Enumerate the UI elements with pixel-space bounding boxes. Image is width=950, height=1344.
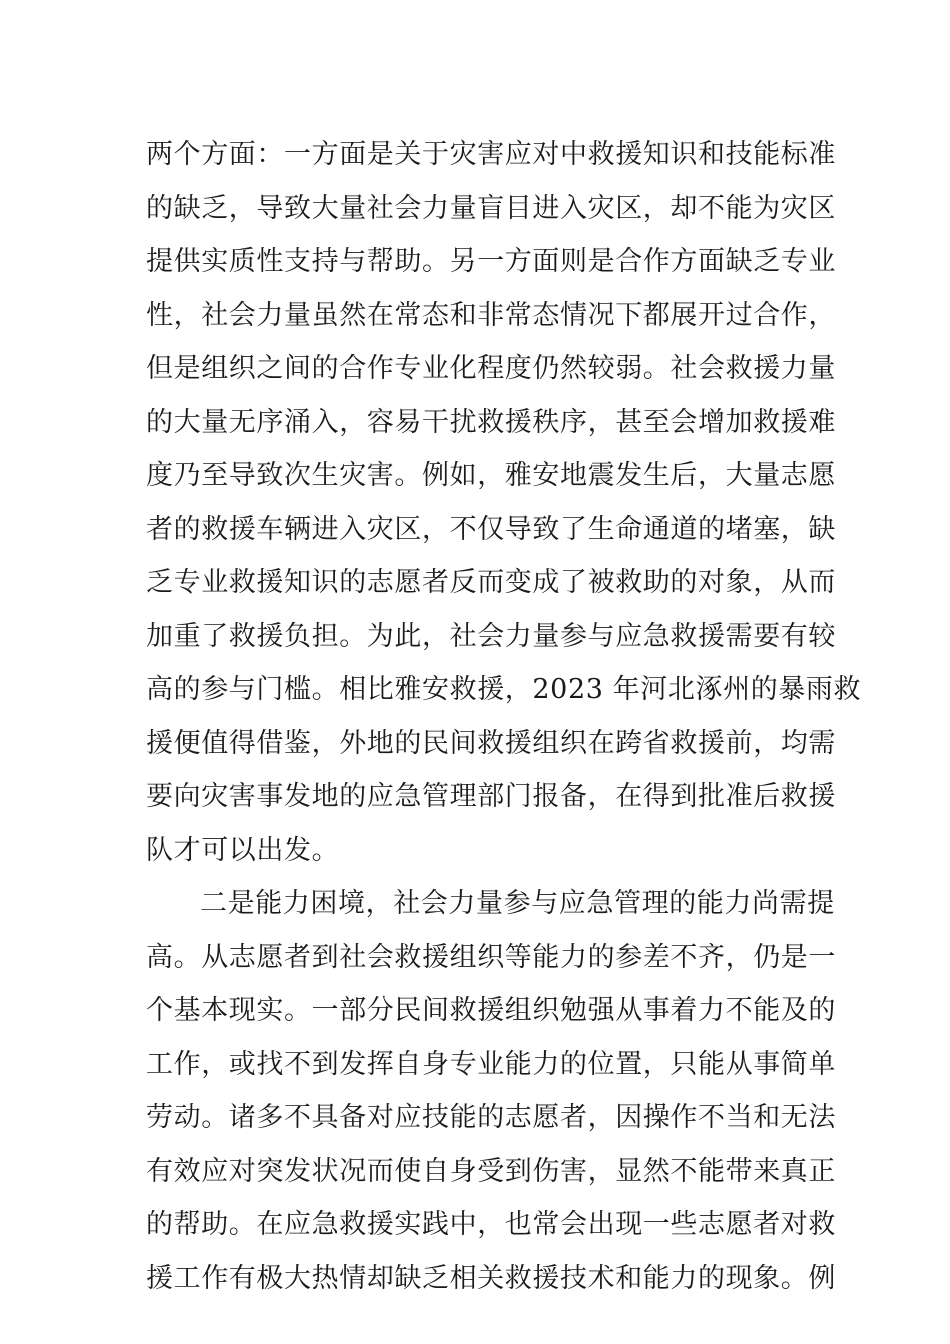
text-line: 的大量无序涌入，容易干扰救援秩序，甚至会增加救援难 bbox=[146, 406, 836, 438]
paragraph-1 bbox=[146, 128, 862, 877]
text-line: 加重了救援负担。为此，社会力量参与应急救援需要有较 bbox=[146, 620, 836, 652]
paragraph-2 bbox=[146, 877, 836, 1305]
text-line: 高的参与门槛。相比雅安救援，2023 年河北涿州的暴雨救 bbox=[146, 674, 862, 705]
text-line: 两个方面：一方面是关于灾害应对中救援知识和技能标准 bbox=[146, 139, 836, 170]
text-line: 提供实质性支持与帮助。另一方面则是合作方面缺乏专业 bbox=[146, 246, 836, 277]
text-line: 但是组织之间的合作专业化程度仍然较弱。社会救援力量 bbox=[146, 353, 836, 384]
text-line: 乏专业救援知识的志愿者反而变成了被救助的对象，从而 bbox=[146, 567, 836, 598]
text-line: 工作，或找不到发挥自身专业能力的位置，只能从事简单 bbox=[146, 1048, 836, 1080]
text-line: 有效应对突发状况而使自身受到伤害，显然不能带来真正 bbox=[146, 1155, 836, 1187]
text-line: 个基本现实。一部分民间救援组织勉强从事着力不能及的 bbox=[146, 995, 836, 1026]
text-line: 劳动。诸多不具备对应技能的志愿者，因操作不当和无法 bbox=[146, 1102, 836, 1133]
text-line: 二是能力困境，社会力量参与应急管理的能力尚需提 bbox=[200, 888, 835, 919]
text-line: 者的救援车辆进入灾区，不仅导致了生命通道的堵塞，缺 bbox=[146, 513, 836, 545]
text-line: 性，社会力量虽然在常态和非常态情况下都展开过合作， bbox=[146, 299, 836, 331]
text-line: 高。从志愿者到社会救援组织等能力的参差不齐，仍是一 bbox=[146, 941, 836, 973]
text-line: 队才可以出发。 bbox=[146, 834, 340, 866]
text-line: 的帮助。在应急救援实践中，也常会出现一些志愿者对救 bbox=[146, 1209, 836, 1240]
text-line: 要向灾害事发地的应急管理部门报备，在得到批准后救援 bbox=[146, 781, 836, 812]
text-line: 度乃至导致次生灾害。例如，雅安地震发生后，大量志愿 bbox=[146, 460, 836, 491]
text-line: 的缺乏，导致大量社会力量盲目进入灾区，却不能为灾区 bbox=[146, 192, 836, 224]
document-body bbox=[146, 128, 862, 1305]
text-line: 援便值得借鉴，外地的民间救援组织在跨省救援前，均需 bbox=[146, 727, 836, 759]
text-line: 援工作有极大热情却缺乏相关救援技术和能力的现象。例 bbox=[146, 1262, 836, 1294]
